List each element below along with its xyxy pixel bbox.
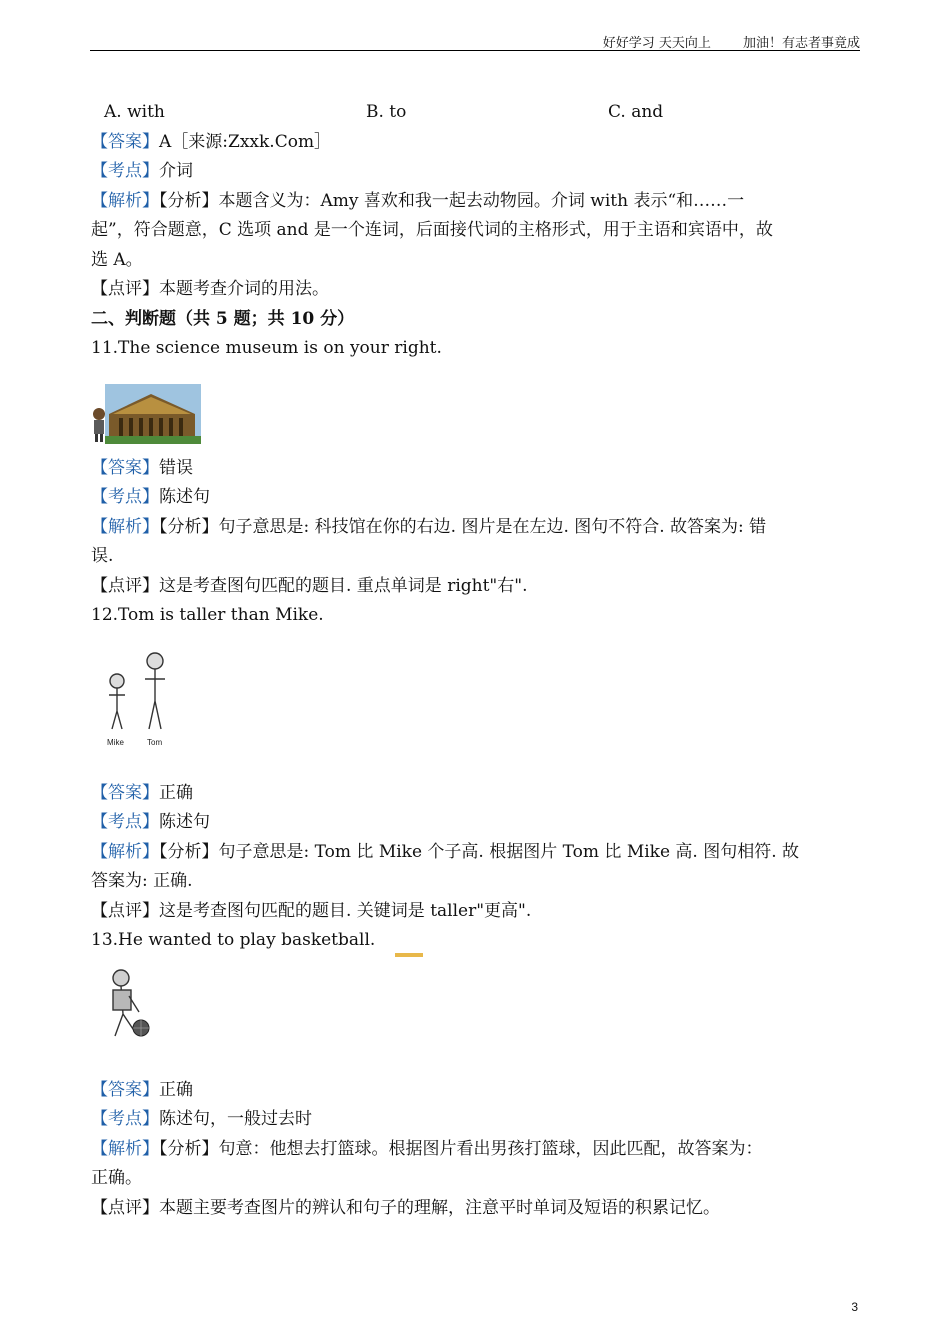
option-a: A. with (104, 102, 165, 122)
q12-analysis-2: 答案为: 正确. (91, 871, 193, 891)
boy-head (93, 408, 105, 420)
point-text: 陈述句 (159, 812, 210, 832)
q13-image (91, 956, 859, 1076)
q12-comment: 【点评】这是考查图句匹配的题目. 关键词是 taller"更高". (91, 900, 532, 921)
analysis-text: 【分析】句子意思是: Tom 比 Mike 个子高. 根据图片 Tom 比 Mike 高. 图句相符. 故 (159, 841, 800, 862)
q13-comment: 【点评】本题主要考查图片的辨认和句子的理解，注意平时单词及短语的积累记忆。 (91, 1197, 720, 1218)
answer-tag: 【答案】 (91, 131, 159, 152)
section-title: 二、判断题（共 5 题；共 10 分） (91, 308, 355, 329)
label-mike: Mike (107, 737, 124, 747)
header-motto-left: 好好学习 天天向上 (602, 36, 711, 51)
point-tag: 【考点】 (91, 812, 159, 832)
analysis-tag: 【解析】 (91, 516, 159, 537)
page-number: 3 (851, 1300, 858, 1314)
q11-analysis-1 (91, 513, 859, 543)
analysis-tag: 【解析】 (91, 190, 159, 211)
mike-figure (109, 674, 125, 729)
option-b: B. to (366, 102, 407, 122)
document-body (91, 98, 859, 1223)
header-motto-right: 加油！有志者事竟成 (742, 36, 860, 51)
point-tag: 【考点】 (91, 1109, 159, 1129)
q13-analysis-2: 正确。 (91, 1168, 142, 1188)
q11-comment: 【点评】这是考查图句匹配的题目. 重点单词是 right"右". (91, 575, 528, 596)
analysis-tag: 【解析】 (91, 841, 159, 862)
point-tag: 【考点】 (91, 487, 159, 507)
q13-analysis-1 (91, 1135, 859, 1165)
q11-point (91, 483, 859, 513)
q12-analysis-1 (91, 838, 859, 868)
q13-question: 13.He wanted to play basketball. (91, 930, 376, 950)
answer-text: A［来源:Zxxk.Com］ (159, 131, 332, 152)
basketball-boy-illustration (99, 966, 159, 1052)
label-tom: Tom (147, 737, 163, 747)
q12-question: 12.Tom is taller than Mike. (91, 605, 324, 625)
point-text: 陈述句，一般过去时 (159, 1109, 312, 1129)
q12-image (91, 631, 859, 779)
mike-tom-illustration (103, 649, 193, 749)
analysis-tag: 【解析】 (91, 1138, 159, 1159)
q10-comment: 【点评】本题考查介词的用法。 (91, 279, 329, 299)
point-text: 介词 (159, 161, 193, 181)
page-header (90, 30, 860, 51)
answer-text: 正确 (159, 1079, 193, 1100)
museum-illustration (91, 384, 201, 444)
answer-tag: 【答案】 (91, 1079, 159, 1100)
analysis-text: 【分析】句子意思是: 科技馆在你的右边. 图片是在左边. 图句不符合. 故答案为: 错 (159, 516, 767, 537)
option-c: C. and (608, 102, 664, 122)
answer-tag: 【答案】 (91, 782, 159, 803)
q10-analysis-2: 起”，符合题意，C 选项 and 是一个连词，后面接代词的主格形式，用于主语和宾语中，故 (91, 220, 773, 240)
q11-question: 11.The science museum is on your right. (91, 338, 442, 358)
point-text: 陈述句 (159, 487, 210, 507)
q10-point (91, 157, 859, 187)
q13-answer (91, 1076, 859, 1106)
tom-figure (145, 653, 165, 729)
analysis-text: 【分析】句意：他想去打篮球。根据图片看出男孩打篮球，因此匹配，故答案为： (159, 1138, 763, 1159)
q10-options (91, 98, 859, 128)
grass (105, 436, 201, 444)
answer-text: 错误 (159, 457, 193, 478)
q12-answer (91, 779, 859, 809)
q11-image (91, 364, 859, 454)
point-tag: 【考点】 (91, 161, 159, 181)
analysis-text: 【分析】本题含义为：Amy 喜欢和我一起去动物园。介词 with 表示“和……一 (159, 190, 745, 211)
q13-point (91, 1105, 859, 1135)
answer-text: 正确 (159, 782, 193, 803)
q10-analysis-3: 选 A。 (91, 249, 143, 270)
q12-point (91, 808, 859, 838)
q11-answer (91, 454, 859, 484)
q11-analysis-2: 误. (91, 546, 114, 566)
answer-tag: 【答案】 (91, 457, 159, 478)
boy-body (94, 420, 104, 434)
q10-analysis-1 (91, 187, 859, 217)
decorative-strip (395, 953, 423, 957)
q10-answer (91, 128, 859, 158)
